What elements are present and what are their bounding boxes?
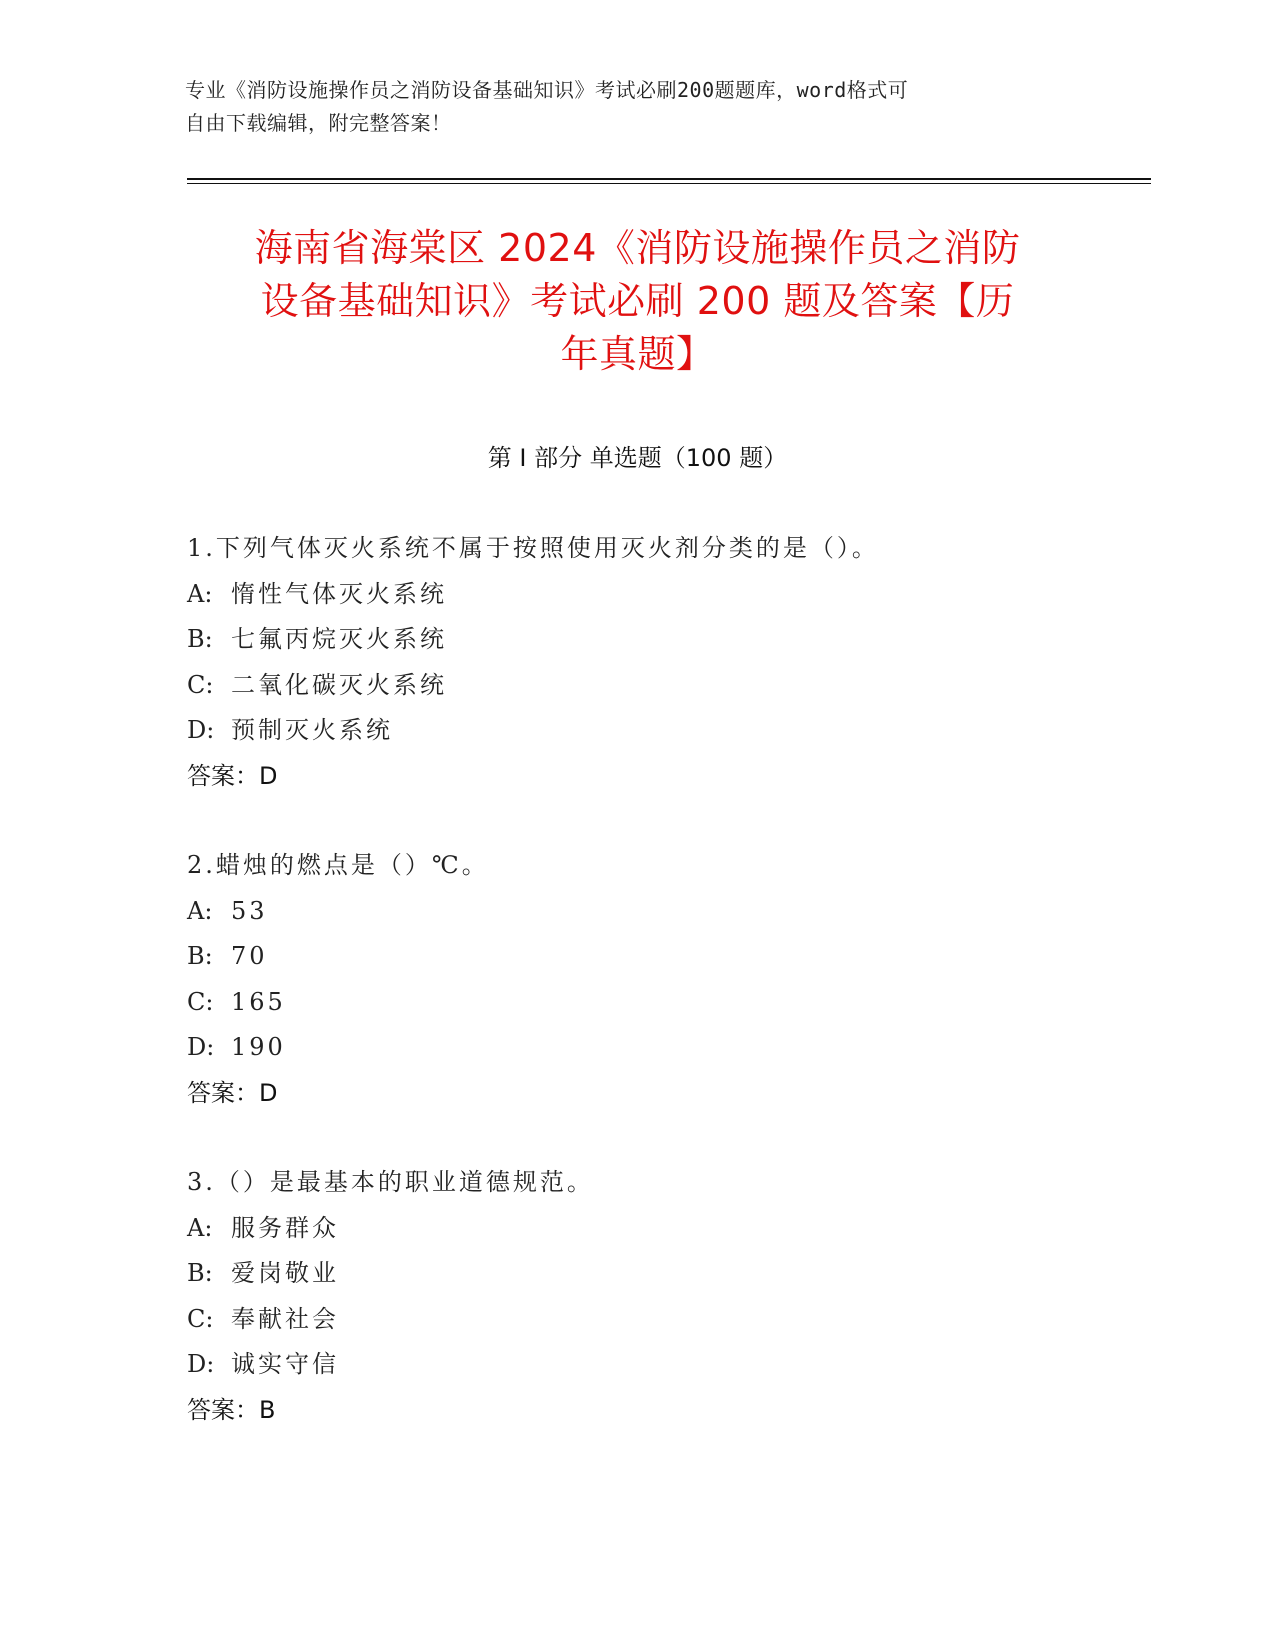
document-title: [160, 222, 1115, 381]
option-key: C:: [187, 987, 214, 1016]
option-b: [187, 934, 1087, 980]
option-text: 七氟丙烷灭火系统: [231, 625, 447, 653]
header-note-line-1: 专业《消防设施操作员之消防设备基础知识》考试必刷200题题库，word格式可: [185, 78, 909, 102]
option-text: 服务群众: [231, 1213, 339, 1242]
option-key: B:: [187, 942, 213, 970]
option-key: D:: [187, 1350, 215, 1378]
option-text: 53: [231, 896, 268, 925]
option-b: [187, 1251, 1087, 1297]
question-stem: 1.下列气体灭火系统不属于按照使用灭火剂分类的是（）。: [187, 534, 879, 562]
answer: 答案：D: [187, 1078, 278, 1107]
option-key: B:: [187, 625, 213, 653]
option-a: [187, 572, 1087, 618]
option-c: [187, 1297, 1087, 1343]
document-title-line-2: 设备基础知识》考试必刷 200 题及答案【历: [260, 279, 1015, 323]
answer: 答案：B: [187, 1395, 276, 1424]
option-key: A:: [187, 1213, 213, 1242]
option-key: C:: [187, 1304, 214, 1333]
option-c: [187, 663, 1087, 709]
answer: 答案：D: [187, 761, 278, 790]
option-text: 190: [231, 1033, 286, 1061]
option-b: [187, 617, 1087, 663]
question-list: [187, 526, 1087, 1477]
question-stem: 2.蜡烛的燃点是（）℃。: [187, 851, 489, 879]
section-title: 第 I 部分 单选题（100 题）: [487, 444, 788, 472]
option-d: [187, 1342, 1087, 1388]
option-key: B:: [187, 1259, 213, 1287]
option-d: [187, 1025, 1087, 1071]
option-key: D:: [187, 716, 215, 744]
option-text: 70: [231, 942, 268, 970]
option-key: D:: [187, 1033, 215, 1061]
option-text: 预制灭火系统: [231, 716, 393, 744]
question-2: [187, 843, 1087, 1116]
option-text: 惰性气体灭火系统: [231, 579, 447, 608]
option-text: 诚实守信: [231, 1350, 339, 1378]
document-title-line-3: 年真题】: [560, 332, 715, 376]
document-title-line-1: 海南省海棠区 2024《消防设施操作员之消防: [254, 226, 1021, 270]
option-text: 爱岗敬业: [231, 1259, 339, 1287]
option-key: A:: [187, 579, 213, 608]
question-1: [187, 526, 1087, 799]
option-d: [187, 708, 1087, 754]
header-rule-thick: [187, 178, 1151, 180]
question-3: [187, 1160, 1087, 1433]
option-a: [187, 889, 1087, 935]
header-note-line-2: 自由下载编辑，附完整答案！: [185, 111, 452, 135]
option-key: C:: [187, 670, 214, 699]
header-rule-thin: [187, 183, 1151, 184]
question-stem: 3.（）是最基本的职业道德规范。: [187, 1168, 594, 1196]
option-a: [187, 1206, 1087, 1252]
option-key: A:: [187, 896, 213, 925]
header-note: [185, 74, 1065, 140]
option-text: 二氧化碳灭火系统: [231, 670, 447, 699]
option-c: [187, 980, 1087, 1026]
option-text: 165: [231, 987, 286, 1016]
option-text: 奉献社会: [231, 1304, 339, 1333]
